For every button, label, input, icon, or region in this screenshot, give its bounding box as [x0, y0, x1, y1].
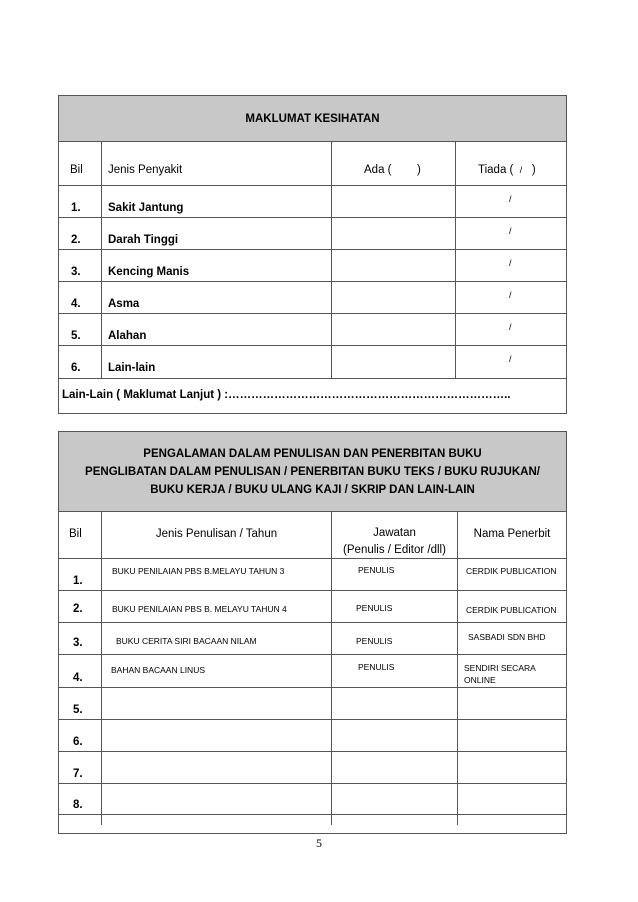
health-row-yes-cell[interactable] — [331, 250, 455, 281]
writing-row-type: BUKU PENILAIAN PBS B. MELAYU TAHUN 4 — [112, 604, 287, 614]
health-row-no-mark: / — [509, 322, 512, 332]
writing-row-role-cell[interactable] — [331, 720, 457, 751]
writing-row-publisher-cell[interactable] — [457, 720, 566, 751]
health-row-no-cell[interactable] — [455, 250, 566, 281]
writing-row-number: 8. — [73, 799, 83, 811]
writing-title-line1: PENGALAMAN DALAM PENULISAN DAN PENERBITAN BUKU — [143, 447, 482, 460]
health-row-no-mark: / — [509, 290, 512, 300]
writing-row-role: PENULIS — [358, 662, 395, 672]
health-col-bil: Bil — [70, 164, 83, 176]
writing-row-type-cell[interactable] — [101, 591, 331, 622]
health-row — [59, 314, 566, 346]
health-row-no-cell[interactable] — [455, 186, 566, 217]
health-col-disease: Jenis Penyakit — [108, 164, 183, 176]
health-title-text: MAKLUMAT KESIHATAN — [245, 112, 380, 125]
writing-row-type-cell[interactable] — [101, 688, 331, 719]
writing-row-type-cell[interactable] — [101, 623, 331, 654]
writing-row-type: BAHAN BACAAN LINUS — [111, 665, 205, 675]
writing-row-number: 3. — [73, 637, 83, 649]
writing-col-publisher: Nama Penerbit — [473, 528, 551, 540]
health-col-yes: Ada ( ) — [364, 164, 421, 176]
health-row-no-cell[interactable] — [455, 314, 566, 345]
writing-row-type-cell[interactable] — [101, 559, 331, 590]
writing-row — [59, 752, 566, 784]
writing-row-role: PENULIS — [358, 565, 395, 575]
health-row-yes-cell[interactable] — [331, 186, 455, 217]
writing-row-publisher-line2: ONLINE — [464, 675, 496, 685]
health-row-name: Kencing Manis — [108, 266, 190, 278]
writing-row-type-cell[interactable] — [101, 720, 331, 751]
health-footer-row — [59, 379, 566, 413]
health-row-number: 6. — [71, 362, 81, 374]
writing-row-publisher-cell[interactable] — [457, 752, 566, 783]
writing-col-type: Jenis Penulisan / Tahun — [155, 528, 278, 540]
writing-header-row — [59, 512, 566, 559]
writing-row-role-cell[interactable] — [331, 591, 457, 622]
writing-row — [59, 688, 566, 720]
health-row-yes-cell[interactable] — [331, 346, 455, 378]
writing-table-title — [59, 432, 566, 512]
writing-row-type: BUKU PENILAIAN PBS B.MELAYU TAHUN 3 — [112, 566, 285, 576]
health-row-no-mark: / — [509, 194, 512, 204]
health-row-name: Darah Tinggi — [108, 234, 179, 246]
health-row — [59, 218, 566, 250]
writing-row-number: 4. — [73, 672, 83, 684]
writing-row-publisher: CERDIK PUBLICATION — [466, 605, 557, 615]
health-row-no-cell[interactable] — [455, 282, 566, 313]
writing-row — [59, 784, 566, 815]
health-col-no-mark: / — [519, 165, 523, 175]
health-row-name: Sakit Jantung — [108, 202, 184, 214]
health-row — [59, 186, 566, 218]
writing-row-role-cell[interactable] — [331, 784, 457, 814]
writing-row-role-cell[interactable] — [331, 752, 457, 783]
health-row-no-cell[interactable] — [455, 346, 566, 378]
health-row-yes-cell[interactable] — [331, 218, 455, 249]
health-row-yes-cell[interactable] — [331, 282, 455, 313]
writing-row-number: 1. — [73, 575, 83, 587]
health-row-number: 2. — [71, 234, 81, 246]
health-row-no-mark: / — [509, 354, 512, 364]
page-number: 5 — [316, 836, 322, 850]
writing-row-publisher: SENDIRI SECARA — [464, 663, 536, 673]
writing-row-number: 5. — [73, 704, 83, 716]
health-row-name: Alahan — [108, 330, 147, 342]
writing-row-type-cell[interactable] — [101, 752, 331, 783]
health-row-name: Lain-lain — [108, 362, 156, 374]
health-row-no-cell[interactable] — [455, 218, 566, 249]
writing-row-publisher-cell[interactable] — [457, 591, 566, 622]
health-row — [59, 282, 566, 314]
writing-row-publisher-cell[interactable] — [457, 688, 566, 719]
health-footer-text: Lain-Lain ( Maklumat Lanjut ) :……………………………………………………………….. — [62, 389, 511, 401]
writing-row-publisher-cell[interactable] — [457, 559, 566, 590]
writing-row-number: 7. — [73, 768, 83, 780]
writing-title-line2: PENGLIBATAN DALAM PENULISAN / PENERBITAN BUKU TEKS / BUKU RUJUKAN/ — [85, 465, 540, 478]
writing-row-role-cell[interactable] — [331, 559, 457, 590]
writing-row-role-cell[interactable] — [331, 623, 457, 654]
writing-col-role-line2: (Penulis / Editor /dll) — [343, 544, 446, 556]
health-row-number: 1. — [71, 202, 81, 214]
writing-row-type-cell[interactable] — [101, 784, 331, 814]
writing-row-role-cell[interactable] — [331, 688, 457, 719]
writing-row — [59, 559, 566, 591]
writing-row-publisher-cell[interactable] — [457, 655, 566, 687]
writing-row-number: 6. — [73, 736, 83, 748]
writing-row-role-cell[interactable] — [331, 655, 457, 687]
writing-row — [59, 655, 566, 688]
writing-row-trailing — [59, 815, 566, 825]
health-row-number: 3. — [71, 266, 81, 278]
writing-col-bil: Bil — [69, 528, 82, 540]
writing-table — [58, 431, 567, 834]
health-header-row — [59, 142, 566, 186]
health-row-number: 4. — [71, 298, 81, 310]
writing-row — [59, 591, 566, 623]
health-table — [58, 95, 567, 414]
writing-row-number: 2. — [73, 603, 83, 615]
health-col-no: Tiada ( / ) — [478, 164, 536, 176]
writing-row — [59, 720, 566, 752]
health-row-no-mark: / — [509, 226, 512, 236]
writing-row-publisher: CERDIK PUBLICATION — [466, 566, 557, 576]
health-row-number: 5. — [71, 330, 81, 342]
health-row-name: Asma — [108, 298, 140, 310]
writing-row-type-cell[interactable] — [101, 655, 331, 687]
health-row — [59, 346, 566, 379]
health-row — [59, 250, 566, 282]
writing-row-role: PENULIS — [356, 603, 393, 613]
writing-row — [59, 623, 566, 655]
writing-title-line3: BUKU KERJA / BUKU ULANG KAJI / SKRIP DAN LAIN-LAIN — [150, 483, 475, 496]
writing-row-role: PENULIS — [356, 636, 393, 646]
health-row-yes-cell[interactable] — [331, 314, 455, 345]
writing-row-publisher-cell[interactable] — [457, 623, 566, 654]
writing-row-publisher: SASBADI SDN BHD — [468, 632, 546, 642]
writing-row-publisher-cell[interactable] — [457, 784, 566, 814]
health-row-no-mark: / — [509, 258, 512, 268]
writing-row-type: BUKU CERITA SIRI BACAAN NILAM — [116, 636, 257, 646]
health-table-title — [59, 96, 566, 142]
writing-col-role-line1: Jawatan — [373, 527, 416, 539]
